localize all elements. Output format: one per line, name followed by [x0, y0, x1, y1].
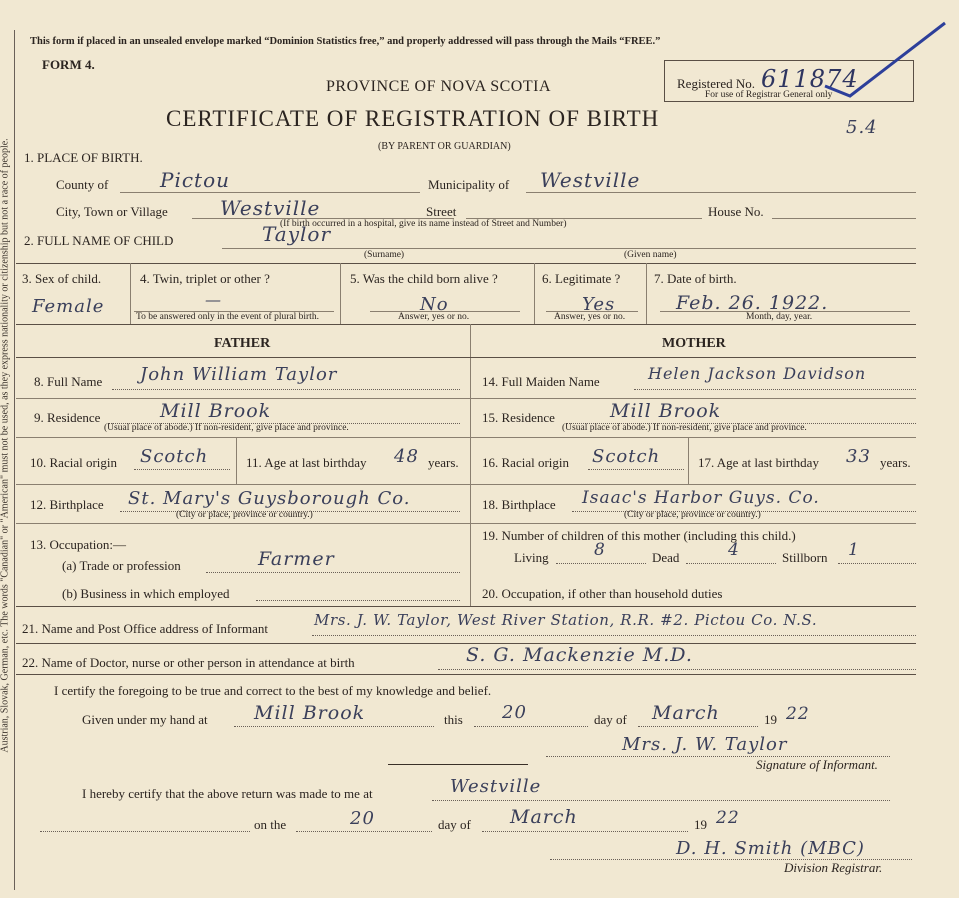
mother-name-value: Helen Jackson Davidson — [648, 364, 867, 383]
legitimate-value: Yes — [582, 294, 616, 315]
legitimate-note: Answer, yes or no. — [554, 312, 626, 322]
informant-signature-caption: Signature of Informant. — [756, 757, 878, 772]
document-title: CERTIFICATE OF REGISTRATION OF BIRTH — [166, 106, 660, 131]
father-residence-note: (Usual place of abode.) If non-resident, give place and province. — [104, 423, 349, 433]
registered-number: 611874 — [761, 65, 859, 93]
living-label: Living — [514, 550, 549, 565]
alive-label: 5. Was the child born alive ? — [350, 271, 498, 286]
hospital-note: (If birth occurred in a hospital, give its name instead of Street and Number) — [280, 219, 567, 229]
father-birthplace-note: (City or place, province or country.) — [176, 510, 313, 520]
registrar-signature: D. H. Smith (MBC) — [676, 838, 865, 859]
sex-value: Female — [32, 296, 105, 317]
mother-residence-label: 15. Residence — [482, 410, 555, 425]
father-trade-value: Farmer — [258, 548, 335, 570]
mother-occupation-label: 20. Occupation, if other than household duties — [482, 586, 723, 601]
mother-birthplace-label: 18. Birthplace — [482, 497, 556, 512]
doctor-label: 22. Name of Doctor, nurse or other person in attendance at birth — [22, 655, 355, 670]
certify-statement: I certify the foregoing to be true and correct to the best of my knowledge and belief. — [54, 683, 492, 698]
informant-value: Mrs. J. W. Taylor, West River Station, R.R. #2. Pictou Co. N.S. — [314, 611, 818, 629]
mother-birthplace-value: Isaac's Harbor Guys. Co. — [582, 488, 820, 508]
dob-label: 7. Date of birth. — [654, 271, 737, 286]
father-name-value: John William Taylor — [140, 364, 338, 385]
corner-mark: 5.4 — [846, 117, 878, 138]
given-year-prefix: 19 — [764, 712, 777, 727]
registrar-place-value: Westville — [450, 776, 542, 797]
registered-label: Registered No. — [677, 76, 755, 91]
check-mark-icon — [820, 18, 950, 98]
child-surname-value: Taylor — [262, 222, 332, 246]
county-value: Pictou — [160, 168, 231, 192]
dead-value: 4 — [728, 540, 740, 560]
registrar-note: For use of Registrar General only — [705, 90, 833, 100]
dead-label: Dead — [652, 550, 680, 565]
mother-birthplace-note: (City or place, province or country.) — [624, 510, 761, 520]
left-border — [14, 30, 15, 890]
given-month-value: March — [652, 702, 720, 724]
mother-children-label: 19. Number of children of this mother (including this child.) — [482, 528, 796, 543]
stillborn-value: 1 — [848, 540, 860, 560]
street-label: Street — [426, 204, 457, 219]
twin-value: — — [205, 290, 222, 309]
given-day-value: 20 — [502, 702, 527, 723]
mother-racial-value: Scotch — [592, 446, 661, 467]
twin-label: 4. Twin, triplet or other ? — [140, 271, 270, 286]
stillborn-label: Stillborn — [782, 550, 828, 565]
father-residence-value: Mill Brook — [160, 400, 272, 422]
child-name-label: 2. FULL NAME OF CHILD — [24, 233, 174, 248]
father-age-value: 48 — [394, 446, 419, 467]
mother-years-label: years. — [880, 455, 911, 470]
given-year-value: 22 — [786, 704, 810, 724]
registrar-month-value: March — [510, 806, 578, 828]
mother-name-label: 14. Full Maiden Name — [482, 374, 600, 389]
mother-age-label: 17. Age at last birthday — [698, 455, 819, 470]
father-years-label: years. — [428, 455, 459, 470]
house-label: House No. — [708, 204, 764, 219]
informant-label: 21. Name and Post Office address of Informant — [22, 621, 268, 636]
father-trade-label: (a) Trade or profession — [62, 558, 181, 573]
given-dayof-label: day of — [594, 712, 627, 727]
given-name-caption: (Given name) — [624, 250, 677, 260]
father-heading: FATHER — [214, 336, 271, 351]
father-racial-value: Scotch — [140, 446, 209, 467]
registrar-dayof-label: day of — [438, 817, 471, 832]
father-name-label: 8. Full Name — [34, 374, 103, 389]
document-subtitle: (BY PARENT OR GUARDIAN) — [378, 141, 511, 152]
informant-signature: Mrs. J. W. Taylor — [622, 734, 788, 755]
doctor-value: S. G. Mackenzie M.D. — [466, 644, 693, 666]
side-note: Austrian, Slovak, German, etc. The words "Canadian" or "American" must not be used, as they express nationality or citizenship but not a race of people. — [0, 138, 11, 753]
city-label: City, Town or Village — [56, 204, 168, 219]
mother-residence-note: (Usual place of abode.) If non-resident, give place and province. — [562, 423, 807, 433]
father-residence-label: 9. Residence — [34, 410, 101, 425]
alive-value: No — [420, 294, 449, 315]
twin-note: To be answered only in the event of plural birth. — [136, 312, 319, 322]
municipality-value: Westville — [540, 168, 641, 192]
registrar-statement: I hereby certify that the above return was made to me at — [82, 786, 373, 801]
sex-label: 3. Sex of child. — [22, 271, 102, 286]
father-birthplace-value: St. Mary's Guysborough Co. — [128, 488, 411, 509]
mother-heading: MOTHER — [662, 336, 726, 351]
city-value: Westville — [220, 196, 321, 220]
province-heading: PROVINCE OF NOVA SCOTIA — [326, 78, 552, 95]
father-racial-label: 10. Racial origin — [30, 455, 118, 470]
registrar-day-value: 20 — [350, 808, 375, 829]
father-birthplace-label: 12. Birthplace — [30, 497, 104, 512]
dob-value: Feb. 26. 1922. — [676, 292, 829, 314]
registrar-caption: Division Registrar. — [784, 860, 883, 875]
father-occupation-label: 13. Occupation:— — [30, 537, 127, 552]
mother-residence-value: Mill Brook — [610, 400, 722, 422]
father-age-label: 11. Age at last birthday — [246, 455, 367, 470]
municipality-label: Municipality of — [428, 177, 510, 192]
legitimate-label: 6. Legitimate ? — [542, 271, 621, 286]
surname-caption: (Surname) — [364, 250, 405, 260]
mother-racial-label: 16. Racial origin — [482, 455, 570, 470]
given-label: Given under my hand at — [82, 712, 208, 727]
form-number: FORM 4. — [42, 57, 95, 72]
registrar-year-value: 22 — [716, 808, 740, 828]
divider — [388, 764, 528, 765]
place-of-birth-heading: 1. PLACE OF BIRTH. — [24, 150, 143, 165]
living-value: 8 — [594, 540, 606, 560]
dob-note: Month, day, year. — [746, 312, 813, 322]
on-the-label: on the — [254, 817, 287, 832]
registrar-year-prefix: 19 — [694, 817, 707, 832]
county-label: County of — [56, 177, 109, 192]
given-place-value: Mill Brook — [254, 702, 366, 724]
envelope-note: This form if placed in an unsealed envelope marked “Dominion Statistics free,” and properly addressed will pass through the Mails “FREE.” — [30, 36, 661, 47]
this-label: this — [444, 712, 463, 727]
father-business-label: (b) Business in which employed — [62, 586, 230, 601]
mother-age-value: 33 — [846, 446, 871, 467]
alive-note: Answer, yes or no. — [398, 312, 470, 322]
